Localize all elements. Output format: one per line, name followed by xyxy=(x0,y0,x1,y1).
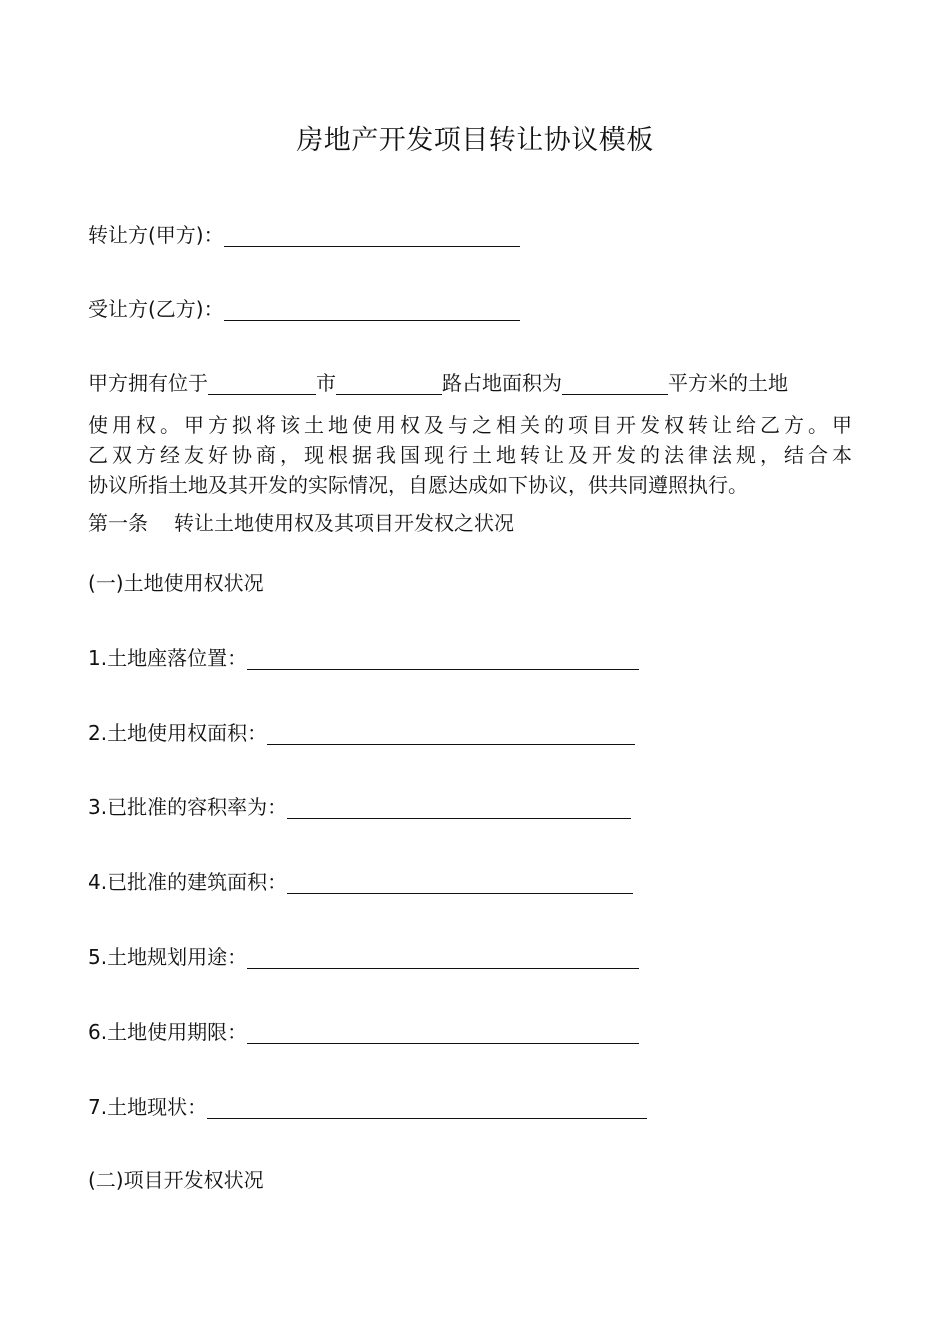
article-number: 第一条 xyxy=(88,511,148,535)
intro-text-sqm: 平方米的土地 xyxy=(668,371,788,395)
land-area-blank[interactable] xyxy=(267,722,635,745)
intro-text-area: 路占地面积为 xyxy=(442,371,562,395)
transferee-label: 受让方(乙方)： xyxy=(88,297,224,321)
document-title: 房地产开发项目转让协议模板 xyxy=(296,125,654,156)
transferor-blank[interactable] xyxy=(224,224,520,247)
intro-line-3: 乙双方经友好协商，现根据我国现行土地转让及开发的法律法规，结合本 xyxy=(88,443,856,467)
article-title: 转让土地使用权及其项目开发权之状况 xyxy=(174,511,514,535)
current-status-blank[interactable] xyxy=(207,1096,647,1119)
use-term-blank[interactable] xyxy=(247,1021,639,1044)
road-blank[interactable] xyxy=(336,372,442,395)
intro-paragraph xyxy=(88,368,866,500)
intro-line-2: 使用权。甲方拟将该土地使用权及与之相关的项目开发权转让给乙方。甲 xyxy=(88,413,856,437)
item-current-status: 7.土地现状： xyxy=(88,1092,647,1122)
item-use-term: 6.土地使用期限： xyxy=(88,1017,639,1047)
article-1-heading xyxy=(88,508,514,538)
transferee-line xyxy=(88,294,520,324)
location-blank[interactable] xyxy=(247,647,639,670)
transferor-line xyxy=(88,220,520,250)
item-building-area: 4.已批准的建筑面积： xyxy=(88,867,633,897)
item-planned-use: 5.土地规划用途： xyxy=(88,942,639,972)
city-blank[interactable] xyxy=(208,372,316,395)
transferor-label: 转让方(甲方)： xyxy=(88,223,224,247)
intro-text-city: 市 xyxy=(316,371,336,395)
plot-ratio-blank[interactable] xyxy=(287,796,631,819)
item-plot-ratio: 3.已批准的容积率为： xyxy=(88,792,631,822)
intro-line-4: 协议所指土地及其开发的实际情况，自愿达成如下协议，供共同遵照执行。 xyxy=(88,473,748,497)
section-2-heading: (二)项目开发权状况 xyxy=(88,1168,264,1192)
item-location: 1.土地座落位置： xyxy=(88,643,639,673)
intro-text-located: 甲方拥有位于 xyxy=(88,371,208,395)
intro-line-1 xyxy=(88,368,866,398)
section-1-heading: (一)土地使用权状况 xyxy=(88,571,264,595)
building-area-blank[interactable] xyxy=(287,871,633,894)
item-land-area: 2.土地使用权面积： xyxy=(88,718,635,748)
area-blank[interactable] xyxy=(562,372,668,395)
planned-use-blank[interactable] xyxy=(247,946,639,969)
transferee-blank[interactable] xyxy=(224,298,520,321)
